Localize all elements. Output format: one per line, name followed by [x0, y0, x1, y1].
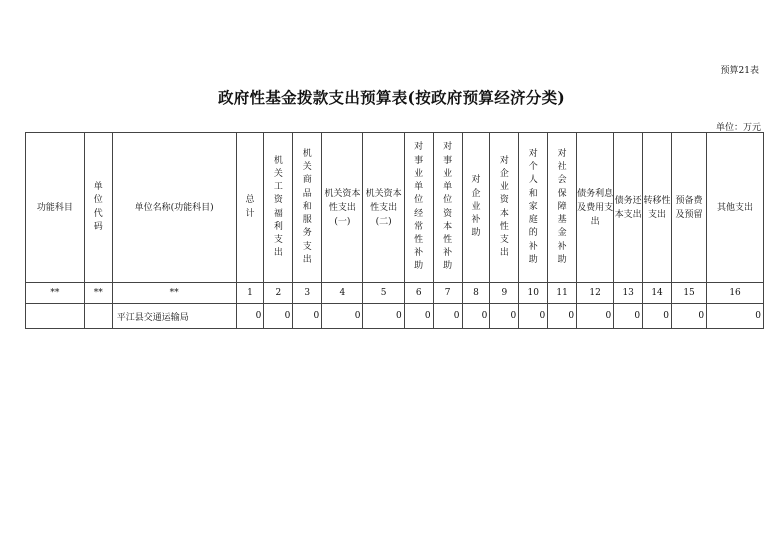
index-cell: 16: [707, 283, 764, 304]
col-header-enterprise-subsidy: 对企业补助: [462, 133, 490, 283]
table-number: 预算21表: [720, 66, 759, 76]
index-row: [26, 283, 764, 304]
cell-value: 0: [404, 304, 433, 329]
cell-value: 0: [614, 304, 643, 329]
cell-value: 0: [363, 304, 404, 329]
col-header-debt-interest: 债务利息及费用支出: [577, 133, 614, 283]
cell-value: 0: [293, 304, 322, 329]
col-header-wage-welfare: 机关工资福利支出: [264, 133, 293, 283]
cell-func-subject: [26, 304, 85, 329]
cell-value: 0: [707, 304, 764, 329]
index-cell: **: [112, 283, 236, 304]
index-cell: **: [84, 283, 112, 304]
col-header-social-security: 对社会保障基金补助: [548, 133, 577, 283]
cell-value: 0: [433, 304, 462, 329]
unit-label: 单位：万元: [715, 123, 761, 133]
index-cell: 8: [462, 283, 490, 304]
cell-value: 0: [519, 304, 548, 329]
index-cell: 11: [548, 283, 577, 304]
index-cell: 9: [490, 283, 519, 304]
cell-value: 0: [643, 304, 672, 329]
col-header-total: 总计: [236, 133, 264, 283]
col-header-capital-2: 机关资本性支出(二): [363, 133, 404, 283]
page-title: 政府性基金拨款支出预算表(按政府预算经济分类): [217, 88, 566, 107]
cell-value: 0: [462, 304, 490, 329]
index-cell: 15: [672, 283, 707, 304]
cell-unit-code: [84, 304, 112, 329]
cell-value: 0: [264, 304, 293, 329]
index-cell: 2: [264, 283, 293, 304]
header-row: [26, 133, 764, 283]
cell-value: 0: [322, 304, 363, 329]
cell-value: 0: [548, 304, 577, 329]
table-row: [26, 304, 764, 329]
index-cell: 5: [363, 283, 404, 304]
col-header-unit-name: 单位名称(功能科目): [112, 133, 236, 283]
index-cell: 10: [519, 283, 548, 304]
index-cell: 7: [433, 283, 462, 304]
budget-table: [25, 132, 764, 329]
index-cell: 3: [293, 283, 322, 304]
index-cell: 13: [614, 283, 643, 304]
col-header-reserve: 预备费及预留: [672, 133, 707, 283]
col-header-goods-services: 机关商品和服务支出: [293, 133, 322, 283]
col-header-inst-capital: 对事业单位资本性补助: [433, 133, 462, 283]
cell-value: 0: [672, 304, 707, 329]
col-header-unit-code: 单位代码: [84, 133, 112, 283]
col-header-capital-1: 机关资本性支出(一): [322, 133, 363, 283]
cell-unit-name: 平江县交通运输局: [112, 304, 236, 329]
col-header-other: 其他支出: [707, 133, 764, 283]
index-cell: 6: [404, 283, 433, 304]
col-header-transfer: 转移性支出: [643, 133, 672, 283]
col-header-inst-regular: 对事业单位经常性补助: [404, 133, 433, 283]
col-header-individual-household: 对个人和家庭的补助: [519, 133, 548, 283]
index-cell: 12: [577, 283, 614, 304]
col-header-enterprise-capital: 对企业资本性支出: [490, 133, 519, 283]
index-cell: 4: [322, 283, 363, 304]
index-cell: **: [26, 283, 85, 304]
cell-value: 0: [490, 304, 519, 329]
col-header-func-subject: 功能科目: [26, 133, 85, 283]
cell-value: 0: [577, 304, 614, 329]
index-cell: 14: [643, 283, 672, 304]
index-cell: 1: [236, 283, 264, 304]
col-header-debt-principal: 债务还本支出: [614, 133, 643, 283]
cell-value: 0: [236, 304, 264, 329]
